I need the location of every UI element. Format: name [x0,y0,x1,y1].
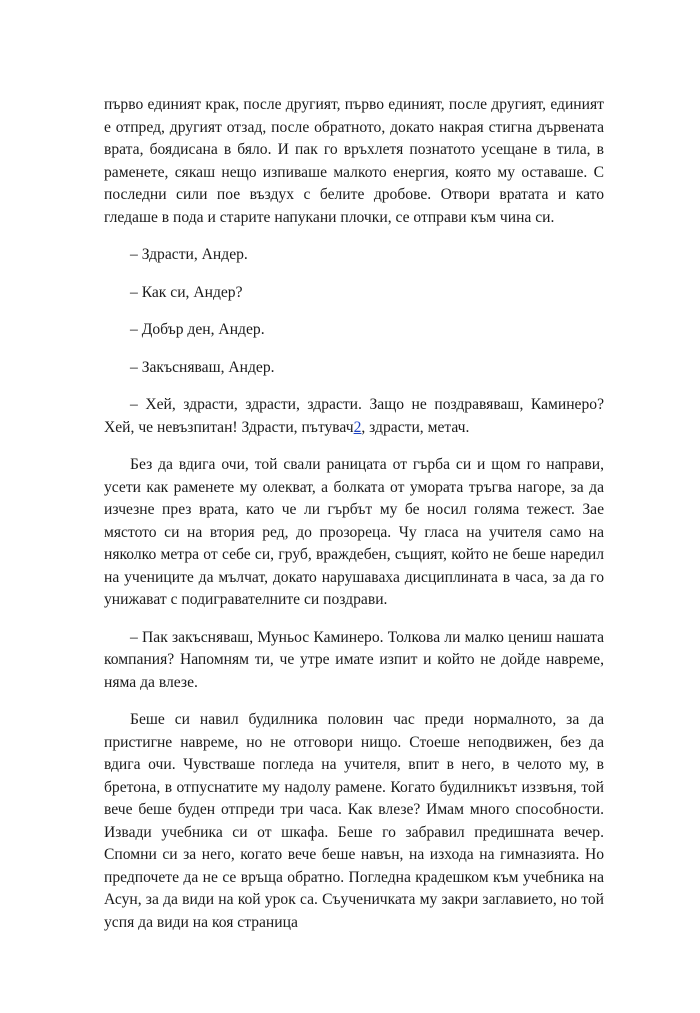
dialogue-line-1: – Здрасти, Андер. [130,246,248,263]
dialogue-line-5 [104,394,604,439]
dialogue-text-after-footnote: , здрасти, метач. [361,418,470,436]
dialogue-line-4: – Закъсняваш, Андер. [130,358,275,376]
paragraph-2: Без да вдига очи, той свали раницата от гърба си и щом го направи, усети как раменете му олекват, а болката от умората тръгва нагоре, за да изчезне през врата, като че ли гърбът му бе носил голяма тежест. Зае мястото си на втория ред, до прозореца. Чу гласа на учителя само на няколко метра от себе си, груб, враждебен, същият, който не беше наредил на учениците да мълчат, докато нарушаваха дисциплината в часа, за да го унижават с подигравателните си поздрави. [104,456,604,608]
document-page [104,94,604,949]
dialogue-line-3: – Добър ден, Андер. [130,321,265,338]
paragraph-1: първо единият крак, после другият, първо единият, после другият, единият е отпред, другият отзад, после обратното, докато накрая стигна дървената врата, боядисана в бяло. И пак го връхлетя познатото усещане в тила, в раменете, сякаш нещо изпиваше малкото енергия, която му оставаше. С последни сили пое въздух с белите дробове. Отвори вратата и като гледаше в пода и старите напукани плочки, се отправи към чина си. [104,96,604,226]
dialogue-line-6: – Пак закъсняваш, Муньос Каминеро. Толкова ли малко цениш нашата компания? Напомням ти, че утре имате изпит и който не дойде навреме, няма да влезе. [104,628,604,691]
paragraph-3: Беше си навил будилника половин час преди нормалното, за да пристигне навреме, но не отговори нищо. Стоеше неподвижен, без да вдига очи. Чувстваше погледа на учителя, впит в него, в челото му, в бретона, в отпуснатите му надолу рамене. Когато будилникът иззвъня, той вече беше буден отпреди три часа. Как влезе? Имам много способности. Извади учебника си от шкафа. Беше го забравил предишната вечер. Спомни си за него, когато вече беше навън, на изхода на гимназията. Но предпочете да не се връща обратно. Погледна крадешком към учебника на Асун, за да види на кой урок са. Съученичката му закри заглавието, но той успя да види на коя страница [104,711,604,931]
footnote-link[interactable]: 2 [353,418,362,436]
dialogue-line-2: – Как си, Андер? [130,283,243,301]
dialogue-text-before-footnote: – Хей, здрасти, здрасти, здрасти. Защо не поздравяваш, Каминеро? Хей, че невъзпитан! Здрасти, пътувач [104,396,604,436]
